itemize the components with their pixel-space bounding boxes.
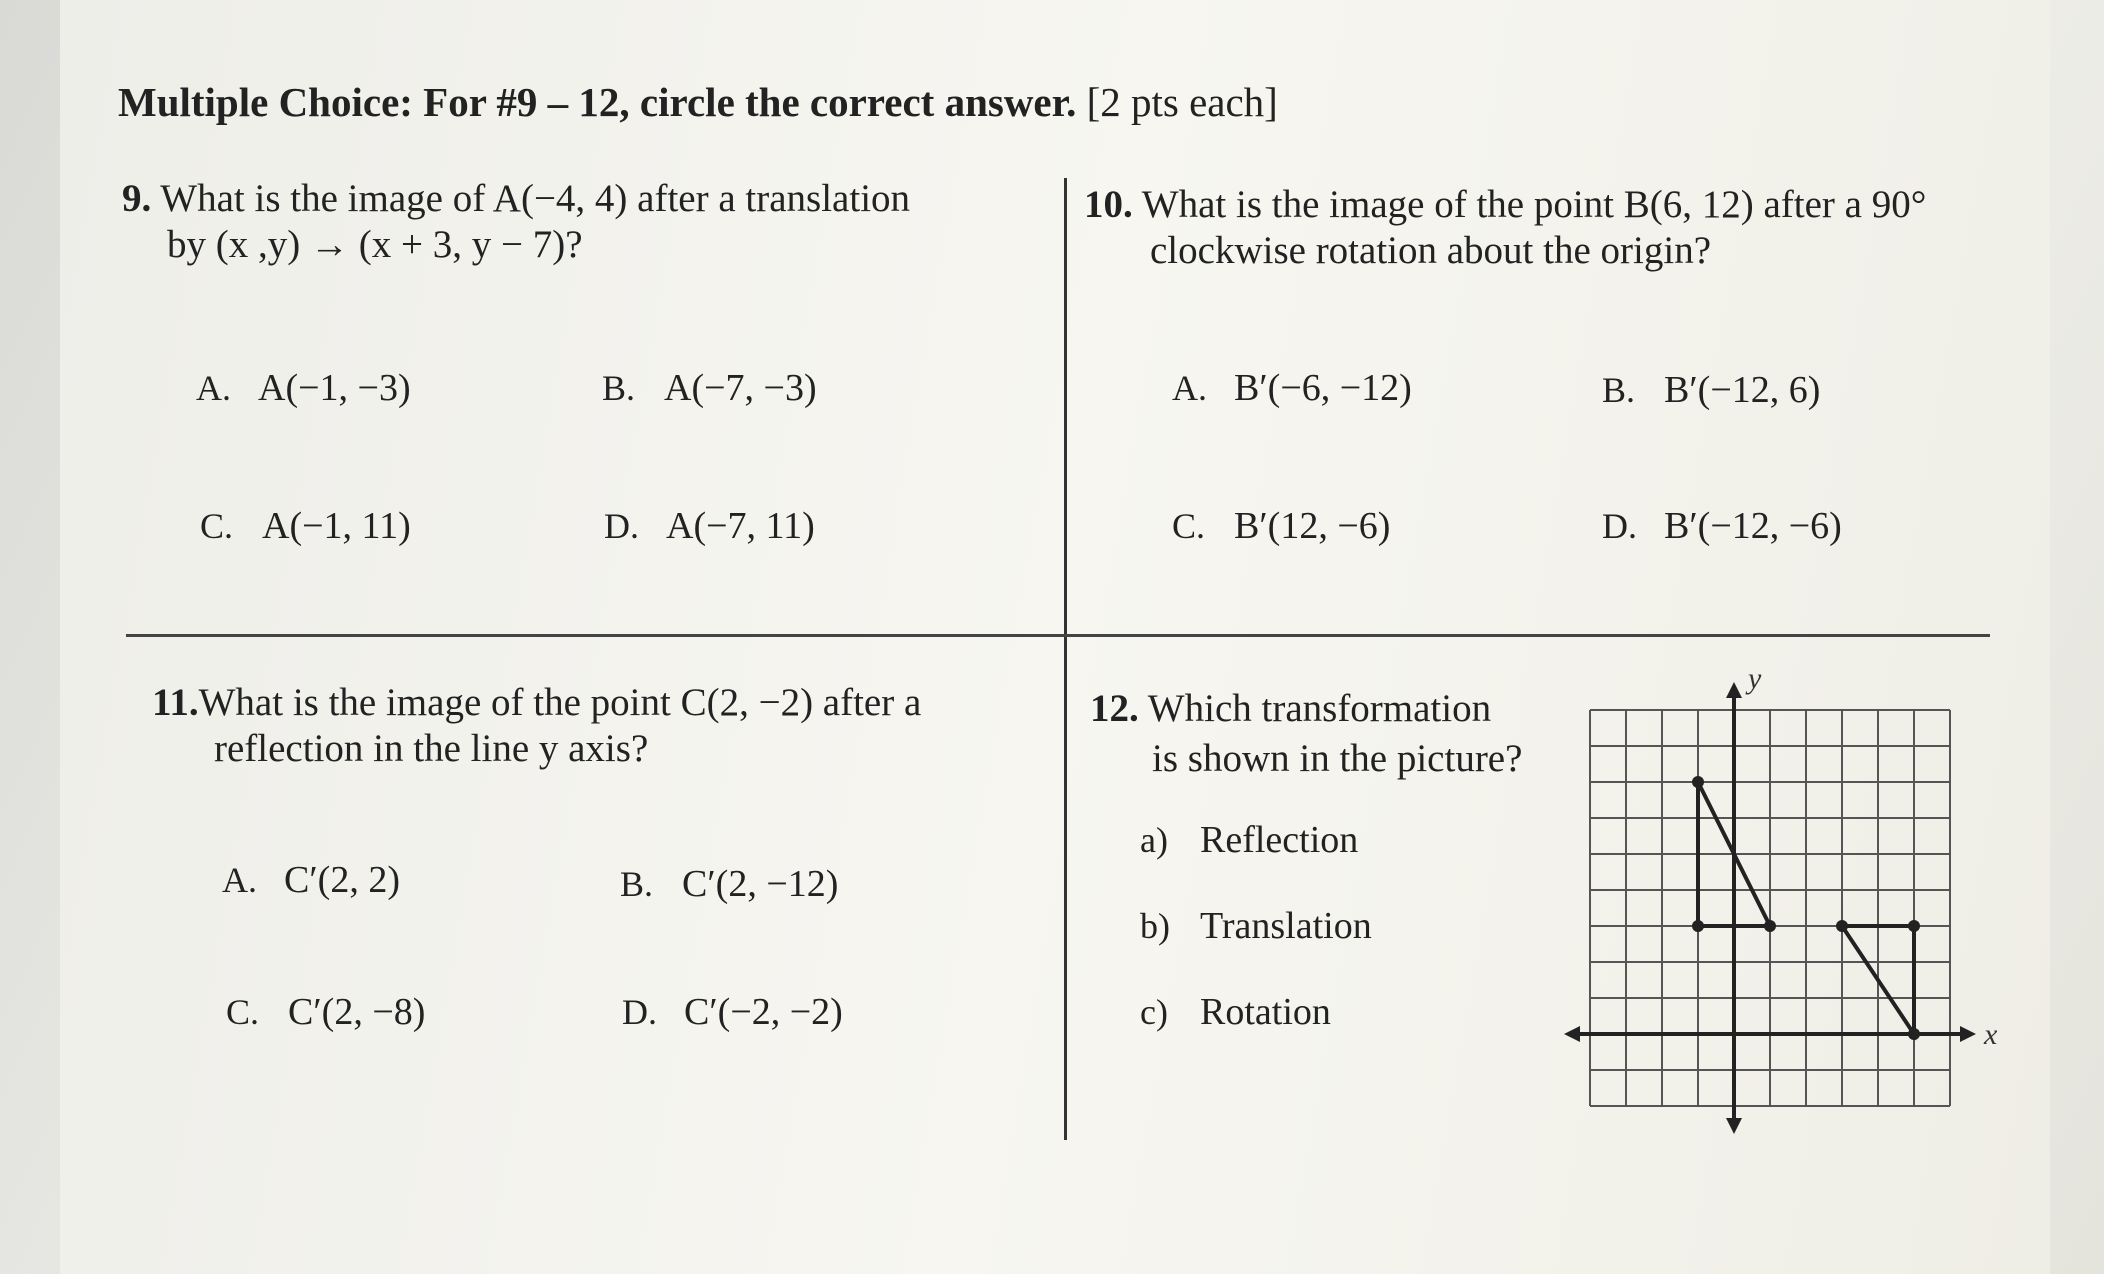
question-10-prompt: [1084, 182, 1926, 274]
question-line: is shown in the picture?: [1152, 737, 1523, 780]
choice-letter: b): [1140, 906, 1170, 946]
question-11-prompt: [152, 680, 921, 772]
choice-10a[interactable]: [1172, 366, 1412, 410]
choice-letter: A.: [196, 368, 231, 408]
choice-letter: D.: [622, 992, 657, 1032]
question-number: 11.: [152, 681, 199, 724]
choice-12c[interactable]: [1140, 990, 1331, 1034]
grid-lines: [1590, 710, 1950, 1106]
choice-letter: C.: [226, 992, 260, 1032]
choice-11a[interactable]: [222, 858, 400, 902]
choice-text: A(−1, −3): [258, 367, 411, 409]
choice-text: C′(2, −12): [682, 863, 839, 905]
x-axis-arrow-right: [1960, 1026, 1976, 1042]
header-points: [2 pts each]: [1086, 79, 1278, 125]
choice-9d[interactable]: [604, 504, 815, 548]
section-header: [118, 78, 1278, 126]
question-line: What is the image of the point B(6, 12) after a 90°: [1141, 183, 1927, 226]
y-axis-label: y: [1748, 662, 1762, 695]
question-number: 10.: [1084, 183, 1133, 226]
vertex-point: [1908, 920, 1920, 932]
choice-text: C′(−2, −2): [684, 991, 843, 1033]
choice-text: C′(2, 2): [284, 859, 400, 901]
vertex-point: [1908, 1028, 1920, 1040]
choice-text: Rotation: [1200, 991, 1331, 1033]
choice-letter: A.: [222, 860, 257, 900]
choice-letter: C.: [1172, 506, 1206, 546]
choice-letter: A.: [1172, 368, 1207, 408]
vertical-divider: [1064, 178, 1067, 1140]
choice-letter: B.: [1602, 370, 1636, 410]
choice-text: A(−7, −3): [664, 367, 817, 409]
choice-text: B′(−12, 6): [1664, 369, 1821, 411]
choice-9a[interactable]: [196, 366, 411, 410]
choice-10d[interactable]: [1602, 504, 1842, 548]
choice-letter: B.: [602, 368, 636, 408]
choice-text: A(−1, 11): [262, 505, 411, 547]
choice-letter: D.: [1602, 506, 1637, 546]
question-line: reflection in the line y axis?: [214, 727, 649, 770]
choice-letter: D.: [604, 506, 639, 546]
choice-text: Reflection: [1200, 819, 1359, 861]
header-title: Multiple Choice: For #9 – 12, circle the correct answer.: [118, 79, 1077, 125]
horizontal-divider: [126, 634, 1990, 637]
choice-letter: B.: [620, 864, 654, 904]
question-line: clockwise rotation about the origin?: [1150, 229, 1712, 272]
x-axis-label: x: [1984, 1018, 1998, 1051]
y-axis-arrow-up: [1726, 682, 1742, 698]
x-axis-arrow-left: [1564, 1026, 1580, 1042]
vertex-point: [1764, 920, 1776, 932]
choice-12b[interactable]: [1140, 904, 1372, 948]
choice-9b[interactable]: [602, 366, 817, 410]
choice-letter: C.: [200, 506, 234, 546]
choice-text: Translation: [1200, 905, 1372, 947]
choice-text: C′(2, −8): [288, 991, 426, 1033]
coordinate-grid: [1560, 660, 2020, 1140]
question-number: 12.: [1090, 687, 1139, 730]
choice-letter: a): [1140, 820, 1168, 860]
vertex-point: [1836, 920, 1848, 932]
choice-9c[interactable]: [200, 504, 411, 548]
choice-text: B′(−12, −6): [1664, 505, 1842, 547]
choice-12a[interactable]: [1140, 818, 1358, 862]
vertex-point: [1692, 920, 1704, 932]
choice-11b[interactable]: [620, 862, 838, 906]
question-line: What is the image of the point C(2, −2) after a: [198, 681, 922, 724]
question-line: by (x ,y) → (x + 3, y − 7)?: [167, 223, 583, 266]
choice-text: B′(−6, −12): [1234, 367, 1412, 409]
question-9-prompt: [122, 176, 910, 268]
question-line: Which transformation: [1147, 687, 1492, 730]
choice-letter: c): [1140, 992, 1168, 1032]
choice-11d[interactable]: [622, 990, 843, 1034]
question-12-prompt: [1090, 684, 1522, 784]
choice-text: B′(12, −6): [1234, 505, 1391, 547]
choice-10c[interactable]: [1172, 504, 1390, 548]
vertex-point: [1692, 776, 1704, 788]
question-line: What is the image of A(−4, 4) after a translation: [160, 177, 911, 220]
question-number: 9.: [122, 177, 152, 220]
choice-text: A(−7, 11): [666, 505, 815, 547]
y-axis-arrow-down: [1726, 1118, 1742, 1134]
choice-11c[interactable]: [226, 990, 425, 1034]
choice-10b[interactable]: [1602, 368, 1820, 412]
